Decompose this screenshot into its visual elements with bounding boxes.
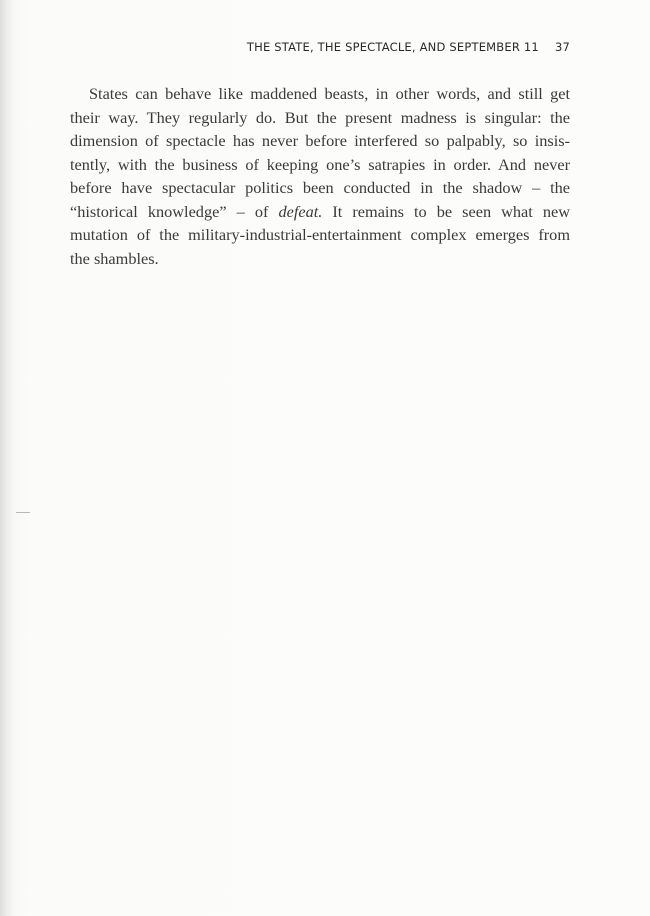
body-paragraph	[70, 82, 570, 270]
running-title: THE STATE, THE SPECTACLE, AND SEPTEMBER 11	[246, 40, 539, 54]
italic-word: defeat.	[278, 201, 323, 221]
text-segment: It remains to be seen what new	[322, 201, 570, 221]
text-line: dimension of spectacle has never before interfered so palpably, so insis-	[70, 131, 570, 150]
page-number: 37	[554, 40, 570, 54]
text-line: their way. They regularly do. But the present madness is singular: the	[70, 107, 570, 127]
text-line: States can behave like maddened beasts, in other words, and still get	[89, 84, 570, 103]
text-line: before have spectacular politics been conducted in the shadow – the	[70, 178, 570, 197]
text-line	[70, 200, 570, 224]
scan-mark	[16, 512, 30, 513]
text-line: tently, with the business of keeping one’s satrapies in order. And never	[70, 154, 570, 174]
running-header	[247, 40, 570, 54]
text-line: mutation of the military-industrial-entertainment complex emerges from	[70, 225, 570, 244]
text-segment: “historical knowledge” – of	[70, 201, 279, 221]
text-line: the shambles.	[70, 248, 159, 268]
